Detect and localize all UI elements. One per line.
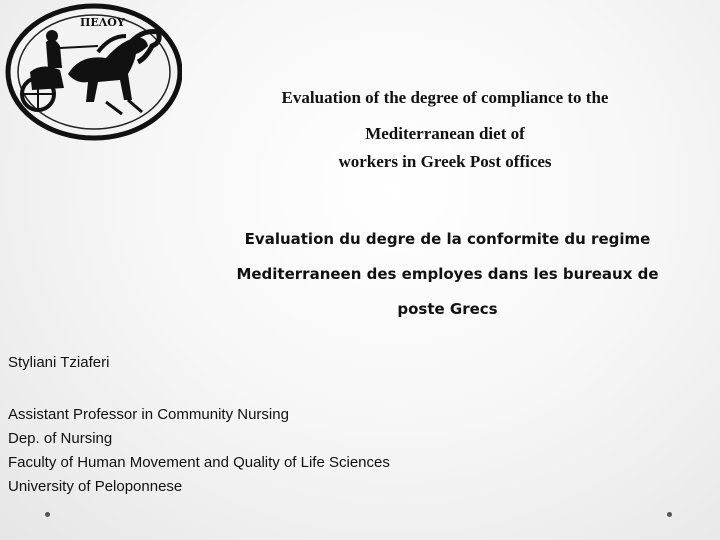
faculty-name: Faculty of Human Movement and Quality of Life Sciences [8,454,390,471]
department-name: Dep. of Nursing [8,430,113,447]
position-title: Assistant Professor in Community Nursing [8,406,289,423]
bullet-dot-right [667,512,672,517]
english-title [200,80,690,180]
author-name: Styliani Tziaferi [8,354,110,371]
french-title-line-3: poste Grecs [397,300,498,318]
french-title-line-2: Mediterraneen des employes dans les bureaux de [236,265,659,283]
english-title-line-3: workers in Greek Post offices [338,152,552,171]
bullet-dot-left [45,512,50,517]
author-affiliation [8,406,448,502]
english-title-line-2: Mediterranean diet of [365,124,525,143]
university-name: University of Peloponnese [8,478,183,495]
french-title [195,222,700,327]
english-title-line-1: Evaluation of the degree of compliance to the [281,88,609,107]
seal-lettering: ΠΕΛΟΥ [80,16,125,29]
university-seal-logo [2,2,182,142]
french-title-line-1: Evaluation du degre de la conformite du regime [244,230,651,248]
